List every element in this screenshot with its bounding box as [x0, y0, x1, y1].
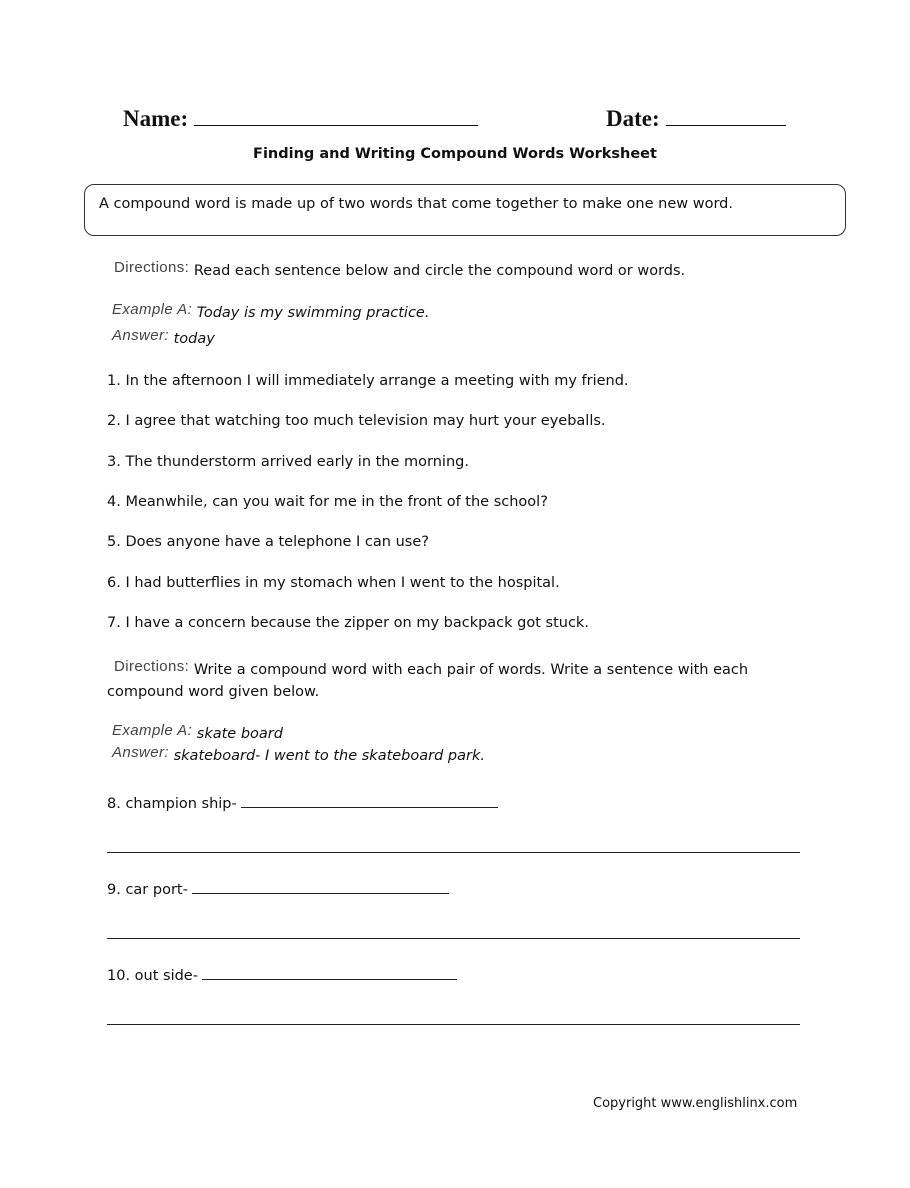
sentence-line[interactable] [107, 938, 800, 939]
part1-example-label: Example A: [112, 301, 193, 318]
list-item: 1. In the afternoon I will immediately arrange a meeting with my friend. [107, 373, 629, 389]
copyright-text: Copyright www.englishlinx.com [593, 1096, 798, 1111]
part2-example-label: Example A: [112, 722, 193, 739]
date-blank[interactable] [666, 107, 786, 126]
sentence-line[interactable] [107, 852, 800, 853]
answer-blank[interactable] [192, 879, 449, 894]
list-item: 5. Does anyone have a telephone I can use? [107, 534, 429, 550]
worksheet-title: Finding and Writing Compound Words Worksheet [253, 146, 657, 162]
part2-answer-text: skateboard- I went to the skateboard park. [173, 748, 485, 764]
name-field[interactable] [123, 106, 478, 132]
part1-answer [112, 327, 215, 347]
item-prompt: 9. car port- [107, 882, 188, 898]
part2-directions-text: Write a compound word with each pair of words. Write a sentence with each compound word given below. [107, 662, 749, 700]
list-item: 6. I had butterflies in my stomach when I went to the hospital. [107, 575, 560, 591]
item-prompt: 8. champion ship- [107, 796, 237, 812]
definition-text: A compound word is made up of two words that come together to make one new word. [99, 196, 733, 212]
part1-directions [114, 259, 686, 279]
answer-blank[interactable] [241, 793, 498, 808]
part2-answer [112, 744, 485, 764]
name-blank[interactable] [194, 107, 478, 126]
part2-directions [107, 659, 797, 703]
answer-blank[interactable] [202, 965, 457, 980]
list-item [107, 793, 498, 812]
item-prompt: 10. out side- [107, 968, 198, 984]
part2-example [112, 722, 283, 742]
list-item: 7. I have a concern because the zipper on my backpack got stuck. [107, 615, 589, 631]
part1-directions-text: Read each sentence below and circle the compound word or words. [193, 263, 686, 279]
part1-answer-label: Answer: [112, 327, 169, 344]
part1-example [112, 301, 430, 321]
part2-answer-label: Answer: [112, 744, 169, 761]
date-label: Date: [606, 106, 660, 131]
name-label: Name: [123, 106, 189, 131]
list-item: 4. Meanwhile, can you wait for me in the front of the school? [107, 494, 548, 510]
part1-example-text: Today is my swimming practice. [196, 305, 430, 321]
list-item [107, 879, 449, 898]
part2-directions-label: Directions: [114, 658, 190, 675]
list-item: 2. I agree that watching too much television may hurt your eyeballs. [107, 413, 606, 429]
part2-example-text: skate board [196, 726, 283, 742]
definition-box [84, 184, 846, 236]
list-item [107, 965, 457, 984]
list-item: 3. The thunderstorm arrived early in the morning. [107, 454, 469, 470]
part1-directions-label: Directions: [114, 259, 190, 276]
sentence-line[interactable] [107, 1024, 800, 1025]
part1-answer-text: today [173, 331, 215, 347]
date-field[interactable] [606, 106, 786, 132]
